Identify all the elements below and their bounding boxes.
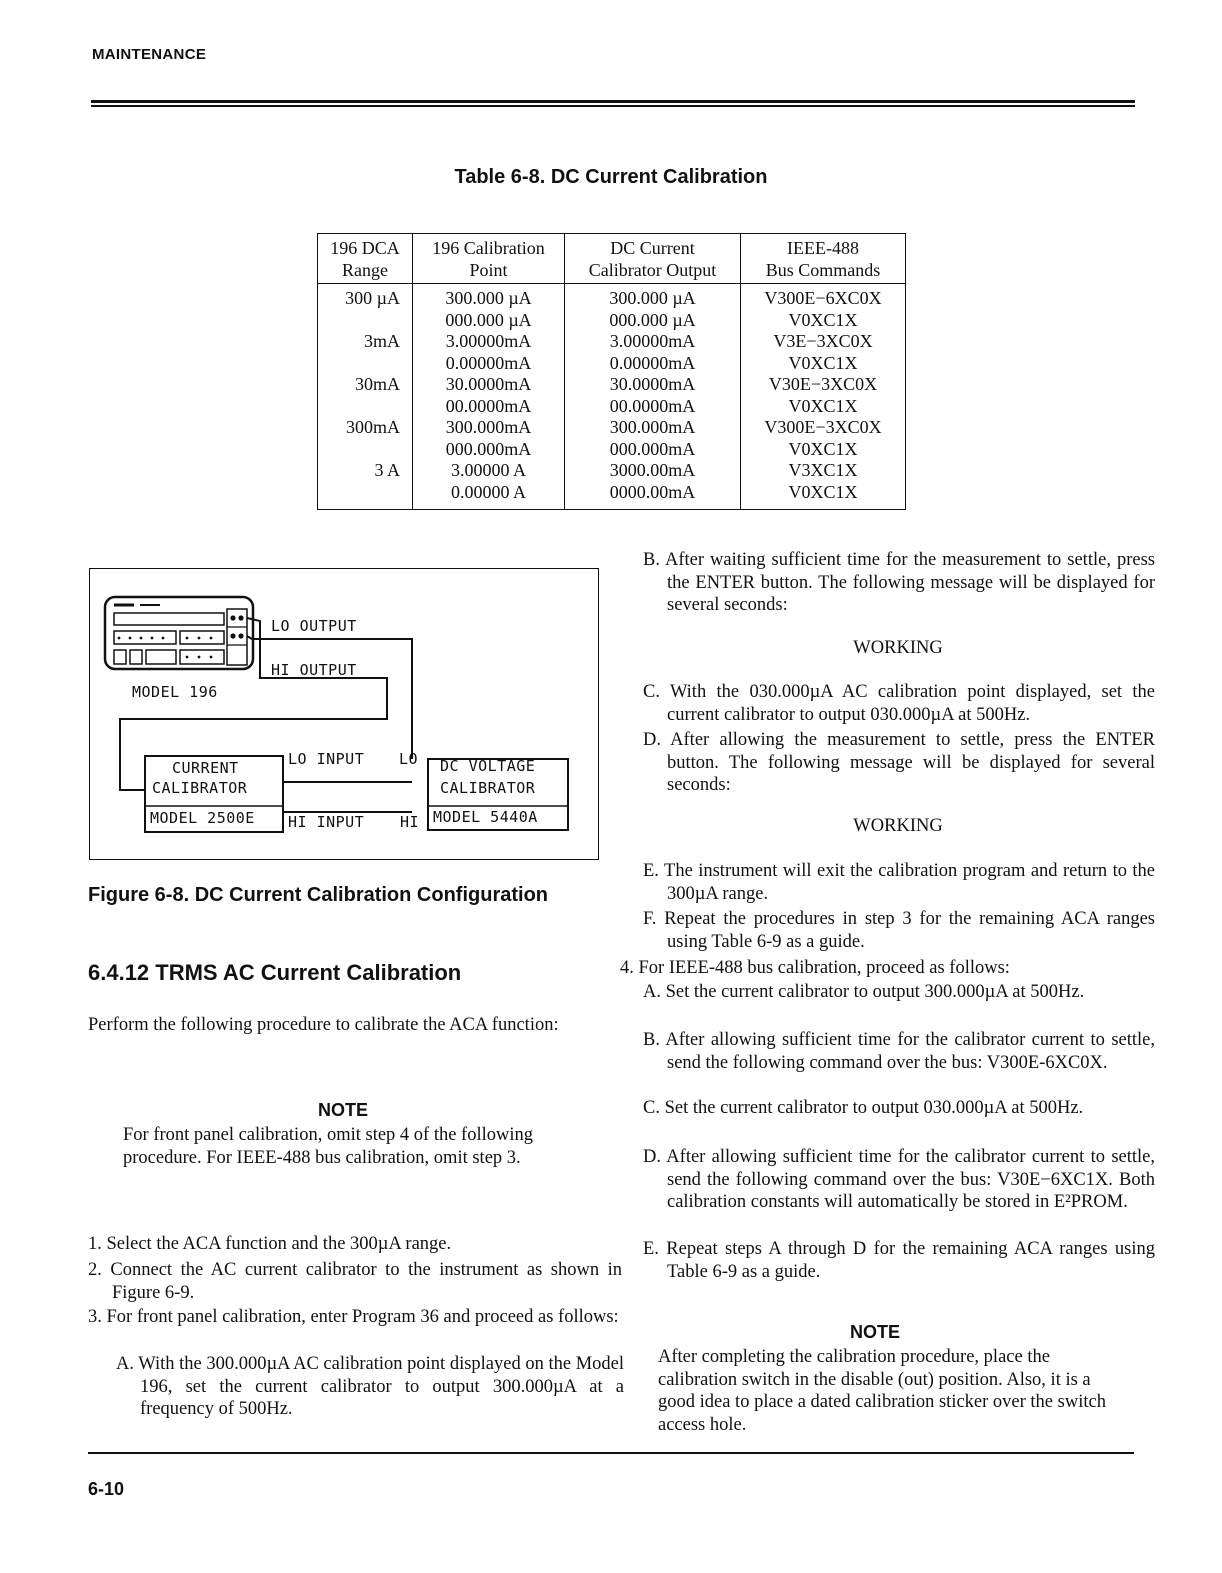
table-row [318,460,906,482]
note-text-2: After completing the calibration procedure, place the calibration switch in the disable (out) position. Also, it is a good idea to place a dated calibration sticker over the switch access hole. [658,1347,1106,1435]
current-calibrator-line1: CURRENT [172,759,239,777]
step-4e: E. Repeat steps A through D for the remaining ACA ranges using Table 6-9 as a guide. [643,1239,1155,1282]
cell-cal-point: 300.000 µA [413,284,565,310]
step-1: 1. Select the ACA function and the 300µA range. [88,1234,452,1254]
cell-range: 30mA [318,374,413,396]
cell-cal-output: 000.000 µA [565,310,741,332]
cell-bus-command: V0XC1X [741,353,906,375]
hi-terminal-label: HI [400,813,420,831]
cell-range: 300mA [318,417,413,439]
page-number: 6-10 [88,1479,125,1499]
cell-range: 3mA [318,331,413,353]
cell-cal-output: 00.0000mA [565,396,741,418]
calibration-table [317,233,906,510]
cell-cal-output: 3000.00mA [565,460,741,482]
current-calibrator-line2: CALIBRATOR [152,779,248,797]
step-4b: B. After allowing sufficient time for the calibrator current to settle, send the following command over the bus: V300E-6XC0X. [643,1030,1155,1073]
hi-output-label: HI OUTPUT [271,661,357,679]
cell-cal-point: 0.00000mA [413,353,565,375]
section-heading: 6.4.12 TRMS AC Current Calibration [88,960,462,985]
cell-cal-point: 000.000 µA [413,310,565,332]
table-row [318,284,906,310]
header-calibration-point: 196 Calibration Point [413,234,565,284]
step-3b: B. After waiting sufficient time for the measurement to settle, press the ENTER button. The following message will be displayed for several seconds: [643,550,1155,615]
table-title: Table 6-8. DC Current Calibration [454,166,768,188]
cell-range [318,396,413,418]
note-text: For front panel calibration, omit step 4 of the following procedure. For IEEE-488 bus calibration, omit step 3. [123,1125,533,1168]
step-3f: F. Repeat the procedures in step 3 for the remaining ACA ranges using Table 6-9 as a guide. [643,909,1155,952]
hi-input-label: HI INPUT [288,813,365,831]
cell-cal-output: 300.000 µA [565,284,741,310]
step-4: 4. For IEEE-488 bus calibration, proceed as follows: [620,958,1010,978]
step-4d: D. After allowing sufficient time for the calibrator current to settle, send the following command over the bus: V30E−6XC1X. Both calibration constants will automatically be stored in E²PROM. [643,1147,1155,1212]
table-row [318,439,906,461]
header-rule-thin [91,105,1135,107]
table-row [318,331,906,353]
table-row [318,353,906,375]
cell-bus-command: V30E−3XC0X [741,374,906,396]
step-3e: E. The instrument will exit the calibration program and return to the 300µA range. [643,861,1155,904]
table-row [318,482,906,510]
voltage-calibrator-line1: DC VOLTAGE [440,757,536,775]
header-rule-thick [91,100,1135,103]
step-3d: D. After allowing the measurement to settle, press the ENTER button. The following message will be displayed for several seconds: [643,730,1155,795]
working-message-1: WORKING [853,638,943,658]
cell-cal-point: 0.00000 A [413,482,565,510]
table-header-row [318,234,906,284]
lo-output-label: LO OUTPUT [271,617,357,635]
cell-cal-point: 00.0000mA [413,396,565,418]
cell-range: 3 A [318,460,413,482]
header-dca-range: 196 DCA Range [318,234,413,284]
cell-range [318,482,413,510]
cell-range: 300 µA [318,284,413,310]
cell-cal-output: 3.00000mA [565,331,741,353]
cell-cal-point: 000.000mA [413,439,565,461]
cell-cal-output: 300.000mA [565,417,741,439]
table-row [318,396,906,418]
step-4a: A. Set the current calibrator to output 300.000µA at 500Hz. [643,982,1085,1002]
cell-bus-command: V300E−6XC0X [741,284,906,310]
note-title-2: NOTE [849,1322,900,1342]
table-row [318,310,906,332]
step-3a: A. With the 300.000µA AC calibration point displayed on the Model 196, set the current calibrator to output 300.000µA at a frequency of 500Hz. [116,1354,624,1419]
cell-range [318,439,413,461]
step-3: 3. For front panel calibration, enter Program 36 and proceed as follows: [88,1307,619,1327]
section-intro: Perform the following procedure to calibrate the ACA function: [88,1015,559,1035]
cell-bus-command: V0XC1X [741,439,906,461]
footer-rule [88,1452,1134,1454]
figure-calibration-config [89,568,599,860]
cell-bus-command: V3XC1X [741,460,906,482]
model-196-label: MODEL 196 [132,683,218,701]
cell-bus-command: V0XC1X [741,396,906,418]
voltage-calibrator-model: MODEL 5440A [433,808,538,826]
cell-cal-point: 3.00000mA [413,331,565,353]
header-bus-commands: IEEE-488 Bus Commands [741,234,906,284]
step-2: 2. Connect the AC current calibrator to the instrument as shown in Figure 6-9. [88,1260,622,1303]
cell-cal-point: 3.00000 A [413,460,565,482]
cell-bus-command: V300E−3XC0X [741,417,906,439]
current-calibrator-model: MODEL 2500E [150,809,255,827]
cell-cal-point: 30.0000mA [413,374,565,396]
header-calibrator-output: DC Current Calibrator Output [565,234,741,284]
cell-cal-output: 30.0000mA [565,374,741,396]
table-row [318,417,906,439]
cell-cal-point: 300.000mA [413,417,565,439]
cell-cal-output: 0.00000mA [565,353,741,375]
step-4c: C. Set the current calibrator to output 030.000µA at 500Hz. [643,1098,1084,1118]
cell-bus-command: V0XC1X [741,482,906,510]
note-title: NOTE [317,1100,368,1120]
cell-range [318,310,413,332]
model-196-front-panel [105,597,253,669]
table-row [318,374,906,396]
working-message-2: WORKING [853,816,943,836]
figure-caption: Figure 6-8. DC Current Calibration Configuration [88,884,549,906]
cell-cal-output: 0000.00mA [565,482,741,510]
voltage-calibrator-line2: CALIBRATOR [440,779,536,797]
lo-input-label: LO INPUT [288,750,365,768]
cell-bus-command: V3E−3XC0X [741,331,906,353]
section-header: MAINTENANCE [92,46,207,63]
step-3c: C. With the 030.000µA AC calibration point displayed, set the current calibrator to output 030.000µA at 500Hz. [643,682,1155,725]
lo-terminal-label: LO [399,750,419,768]
cell-cal-output: 000.000mA [565,439,741,461]
cell-bus-command: V0XC1X [741,310,906,332]
cell-range [318,353,413,375]
